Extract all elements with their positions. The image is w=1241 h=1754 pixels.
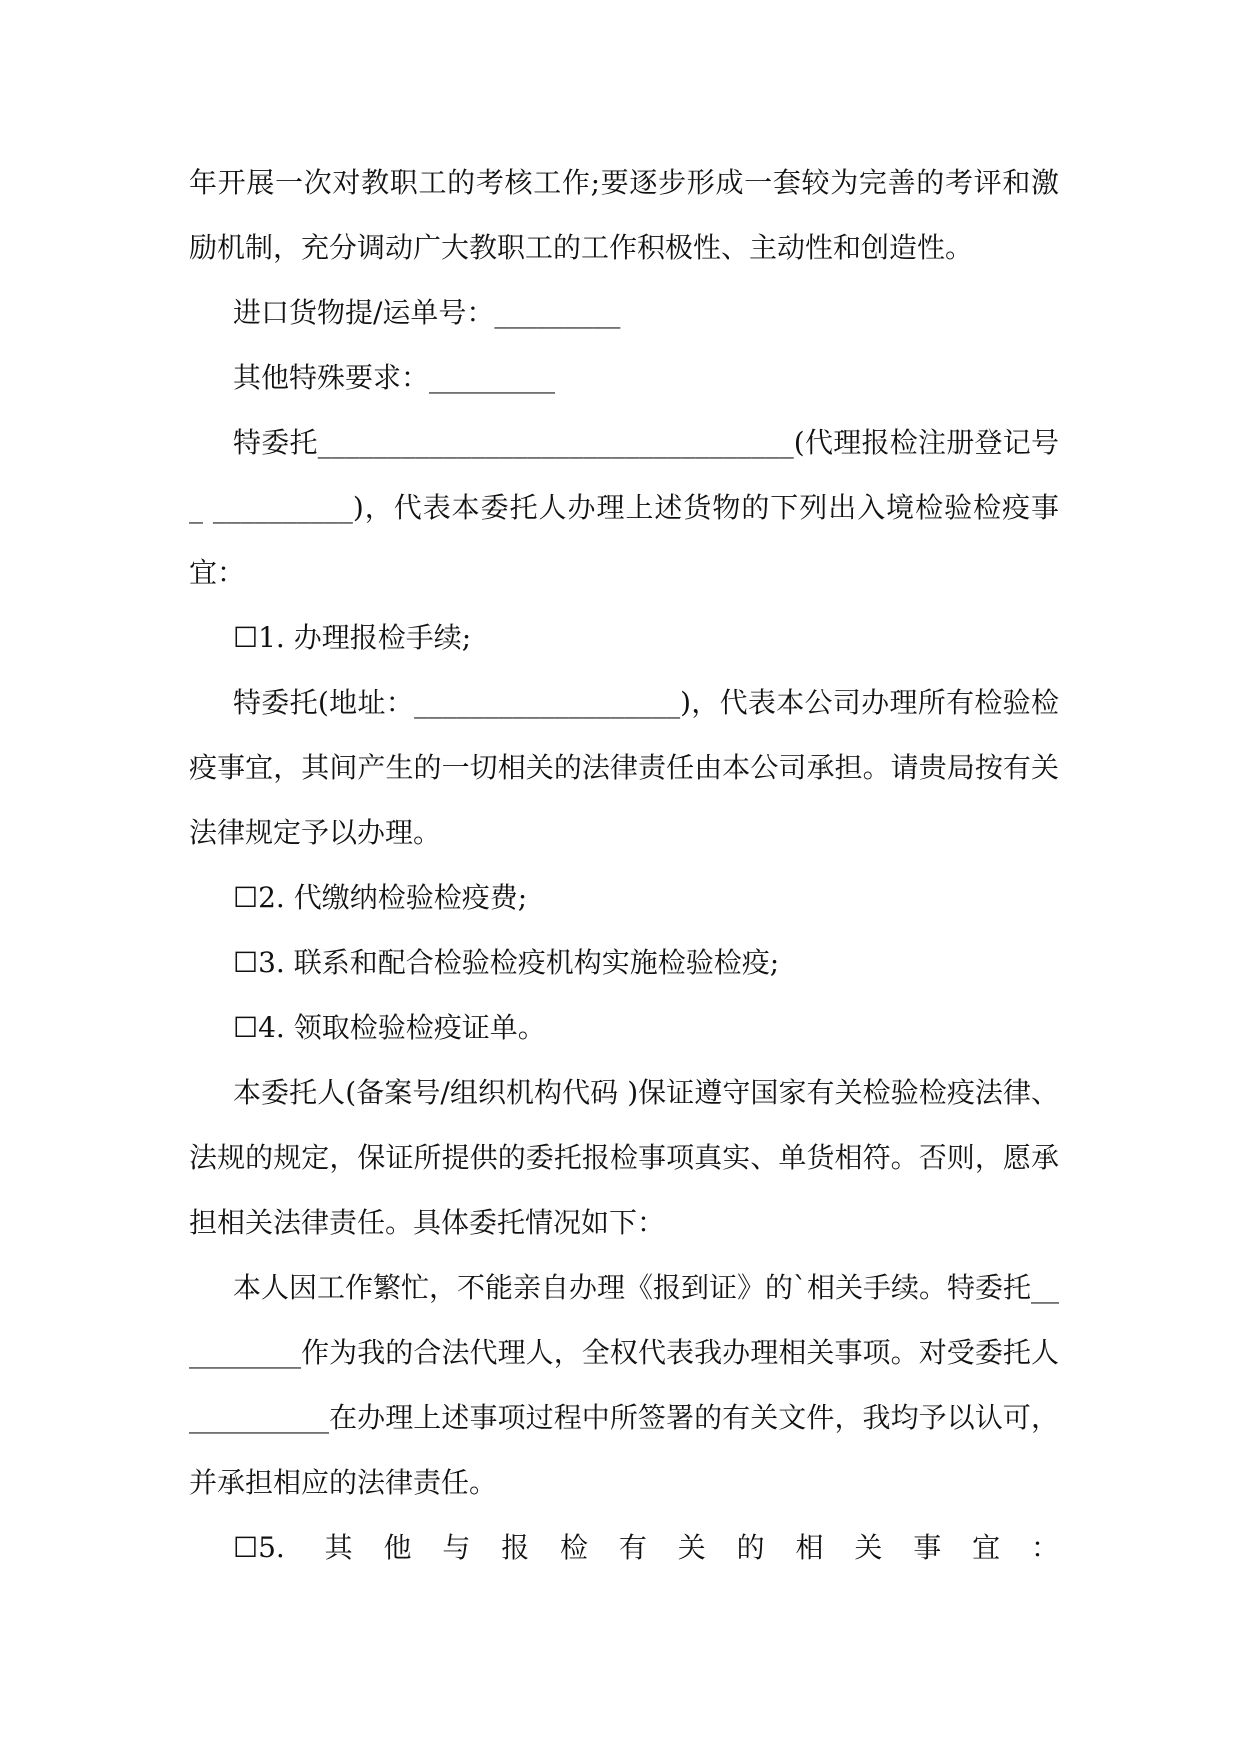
paragraph-special-requirements: 其他特殊要求：_________	[233, 361, 556, 394]
checkbox-item-1: ☐1. 办理报检手续;	[233, 621, 472, 654]
paragraph-agent-entrust: 特委托__________________________________(代理报检注册登记号_ __________)，代表本委托人办理上述货物的下列出入境检验检疫事宜：	[189, 426, 1059, 589]
paragraph-address-entrust: 特委托(地址：___________________)，代表本公司办理所有检验检疫事宜，其间产生的一切相关的法律责任由本公司承担。请贵局按有关法律规定予以办理。	[189, 686, 1059, 849]
checkbox-item-5: ☐5. 其他与报检有关的相关事宜：	[233, 1531, 1059, 1564]
paragraph-1: 年开展一次对教职工的考核工作;要逐步形成一套较为完善的考评和激励机制，充分调动广大教职工的工作积极性、主动性和创造性。	[189, 166, 1059, 264]
checkbox-item-4: ☐4. 领取检验检疫证单。	[233, 1011, 546, 1044]
checkbox-item-3: ☐3. 联系和配合检验检疫机构实施检验检疫;	[233, 946, 780, 979]
document-body	[189, 150, 1059, 1580]
paragraph-guarantee: 本委托人(备案号/组织机构代码 )保证遵守国家有关检验检疫法律、法规的规定，保证所提供的委托报检事项真实、单货相符。否则，愿承担相关法律责任。具体委托情况如下：	[189, 1076, 1059, 1239]
checkbox-item-2: ☐2. 代缴纳检验检疫费;	[233, 881, 528, 914]
paragraph-personal-entrust: 本人因工作繁忙，不能亲自办理《报到证》的`相关手续。特委托__________作为我的合法代理人，全权代表我办理相关事项。对受委托人__________在办理上述事项过程中所签署的有关文件，我均予以认可，并承担相应的法律责任。	[189, 1271, 1060, 1499]
paragraph-import-waybill: 进口货物提/运单号：_________	[233, 296, 621, 329]
